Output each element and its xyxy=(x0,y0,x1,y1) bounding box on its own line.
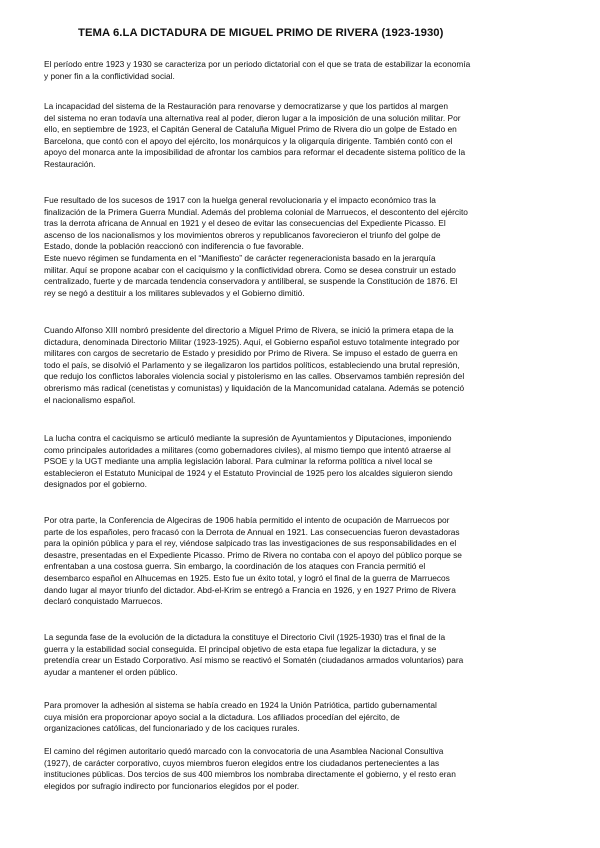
text-line: desastre, presentadas en el Expediente Picasso. Primo de Rivera no contaba con el apoyo del público porque se xyxy=(44,549,462,560)
text-line: Estado, donde la población reaccionó con indiferencia o fue favorable. xyxy=(44,241,304,252)
text-line: ello, en septiembre de 1923, el Capitán General de Cataluña Miguel Primo de Rivera dio un golpe de Estado en xyxy=(44,124,457,135)
text-line: cuya misión era proporcionar apoyo social a la dictadura. Los afiliados procedían del ejército, de xyxy=(44,711,400,722)
text-line: PSOE y la UGT mediante una amplia legislación laboral. Para culminar la reforma política a nivel local se xyxy=(44,456,433,467)
text-line: declaró conquistado Marruecos. xyxy=(44,596,163,607)
text-line: desembarco español en Alhucemas en 1925. Esto fue un éxito total, y logró el final de la guerra de Marruecos xyxy=(44,572,450,583)
paragraph-directorio-militar xyxy=(44,325,564,406)
text-line: Este nuevo régimen se fundamenta en el “Manifiesto” de carácter regeneracionista basado en la jerarquía xyxy=(44,252,436,263)
text-line: Cuando Alfonso XIII nombró presidente del directorio a Miguel Primo de Rivera, se inició la primera etapa de la xyxy=(44,325,454,335)
paragraph-union-patriotica xyxy=(44,700,564,735)
text-line: militar. Aquí se propone acabar con el caciquismo y la conflictividad obrera. Como se desea construir un estado xyxy=(44,264,456,275)
text-line: establecieron el Estatuto Municipal de 1924 y el Estatuto Provincial de 1925 pero los alcaldes siguieron siendo xyxy=(44,467,453,478)
text-line: parte de los españoles, pero fracasó con la Derrota de Annual en 1921. Las consecuencias fueron devastadoras xyxy=(44,526,460,537)
text-line: del sistema no eran todavía una alternativa real al poder, dieron lugar a la imposición de una solución militar. Por xyxy=(44,112,461,123)
text-line: Barcelona, que contó con el apoyo del ejército, los monárquicos y la oligarquía dirigente. También contó con el xyxy=(44,135,453,146)
text-line: (1927), de carácter corporativo, cuyos miembros fueron elegidos entre los ciudadanos pertenecientes a las xyxy=(44,757,440,768)
text-line: enfrentaban a una costosa guerra. Sin embargo, la coordinación de los ataques con Francia permitió el xyxy=(44,561,426,572)
text-line: el nacionalismo español. xyxy=(44,394,136,405)
text-line: pretendía crear un Estado Corporativo. Así mismo se reactivó el Somatén (ciudadanos armados voluntarios) para xyxy=(44,655,464,666)
text-line: finalización de la Primera Guerra Mundial. Además del problema colonial de Marruecos, el descontento del ejército xyxy=(44,206,468,217)
text-line: rey se negó a destituir a los militares sublevados y el Gobierno dimitió. xyxy=(44,287,305,298)
text-line: como principales autoridades a militares (como gobernadores civiles), al mismo tiempo que intentó atraerse al xyxy=(44,444,451,455)
text-line: tras la derrota africana de Annual en 1921 y el deseo de evitar las consecuencias del Expediente Picasso. El xyxy=(44,218,446,229)
text-line: instituciones públicas. Dos tercios de sus 400 miembros los nombraba directamente el gobierno, y el resto eran xyxy=(44,769,456,780)
text-line: Restauración. xyxy=(44,158,96,169)
text-line: todo el país, se disolvió el Parlamento y se ilegalizaron los partidos políticos, estableciendo una brutal represión, xyxy=(44,359,460,370)
text-line: apoyo del monarca ante la imposibilidad de afrontar los cambios para reformar el decadente sistema político de la xyxy=(44,147,466,158)
paragraph-caciquismo xyxy=(44,433,564,491)
paragraph-restauracion xyxy=(44,101,564,171)
text-line: y poner fin a la conflictividad social. xyxy=(44,70,175,81)
text-line: obrerismo más radical (cenetistas y comunistas) y liquidación de la Mancomunidad catalana. Además se potenció xyxy=(44,382,465,393)
paragraph-intro xyxy=(44,59,564,82)
text-line: dando lugar al mayor triunfo del dictador. Abd-el-Krim se entregó a Francia en 1926, y en 1927 Primo de Rivera xyxy=(44,584,456,595)
text-line: Fue resultado de los sucesos de 1917 con la huelga general revolucionaria y el impacto económico tras la xyxy=(44,195,436,205)
paragraph-asamblea xyxy=(44,746,564,792)
text-line: elegidos por sufragio indirecto por funcionarios elegidos por el poder. xyxy=(44,780,300,791)
text-line: dictadura, denominada Directorio Militar (1923-1925). Aquí, el Gobierno español estuvo totalmente integrado por xyxy=(44,336,460,347)
text-line: militares con cargos de secretario de Estado y presidido por Primo de Rivera. Se impuso el estado de guerra en xyxy=(44,348,458,359)
text-line: para la opinión pública y para el rey, viéndose salpicado tras las investigaciones de sus responsabilidades en el xyxy=(44,538,457,549)
paragraph-marruecos xyxy=(44,515,564,608)
text-line: Para promover la adhesión al sistema se había creado en 1924 la Unión Patriótica, partido gubernamental xyxy=(44,700,437,710)
paragraph-causas xyxy=(44,195,564,299)
text-line: ayudar a mantener el orden público. xyxy=(44,666,178,677)
text-line: designados por el gobierno. xyxy=(44,479,147,490)
text-line: El período entre 1923 y 1930 se caracteriza por un periodo dictatorial con el que se trata de estabilizar la economía xyxy=(44,59,471,69)
text-line: La lucha contra el caciquismo se articuló mediante la supresión de Ayuntamientos y Diputaciones, imponiendo xyxy=(44,433,452,443)
text-line: La incapacidad del sistema de la Restauración para renovarse y democratizarse y que los partidos al margen xyxy=(44,101,448,111)
text-line: Por otra parte, la Conferencia de Algeciras de 1906 había permitido el intento de ocupación de Marruecos por xyxy=(44,515,450,525)
text-line: La segunda fase de la evolución de la dictadura la constituye el Directorio Civil (1925-1930) tras el final de la xyxy=(44,632,446,642)
text-line: ascenso de los nacionalismos y los movimientos obreros y republicanos favorecieron el triunfo del golpe de xyxy=(44,229,441,240)
text-line: El camino del régimen autoritario quedó marcado con la convocatoria de una Asamblea Nacional Consultiva xyxy=(44,746,444,756)
text-line: guerra y la estabilidad social conseguida. El principal objetivo de esta etapa fue legalizar la dictadura, y se xyxy=(44,643,437,654)
paragraph-directorio-civil xyxy=(44,632,564,678)
text-line: organizaciones católicas, del funcionariado y de los caciques rurales. xyxy=(44,723,300,734)
text-line: que redujo los conflictos laborales violencia social y pistolerismo en las calles. Observamos también represión del xyxy=(44,371,465,382)
text-line: centralizado, fuerte y de marcada tendencia conservadora y antiliberal, se suspende la Constitución de 1876. El xyxy=(44,276,458,287)
document-title: TEMA 6.LA DICTADURA DE MIGUEL PRIMO DE RIVERA (1923-1930) xyxy=(78,27,444,39)
